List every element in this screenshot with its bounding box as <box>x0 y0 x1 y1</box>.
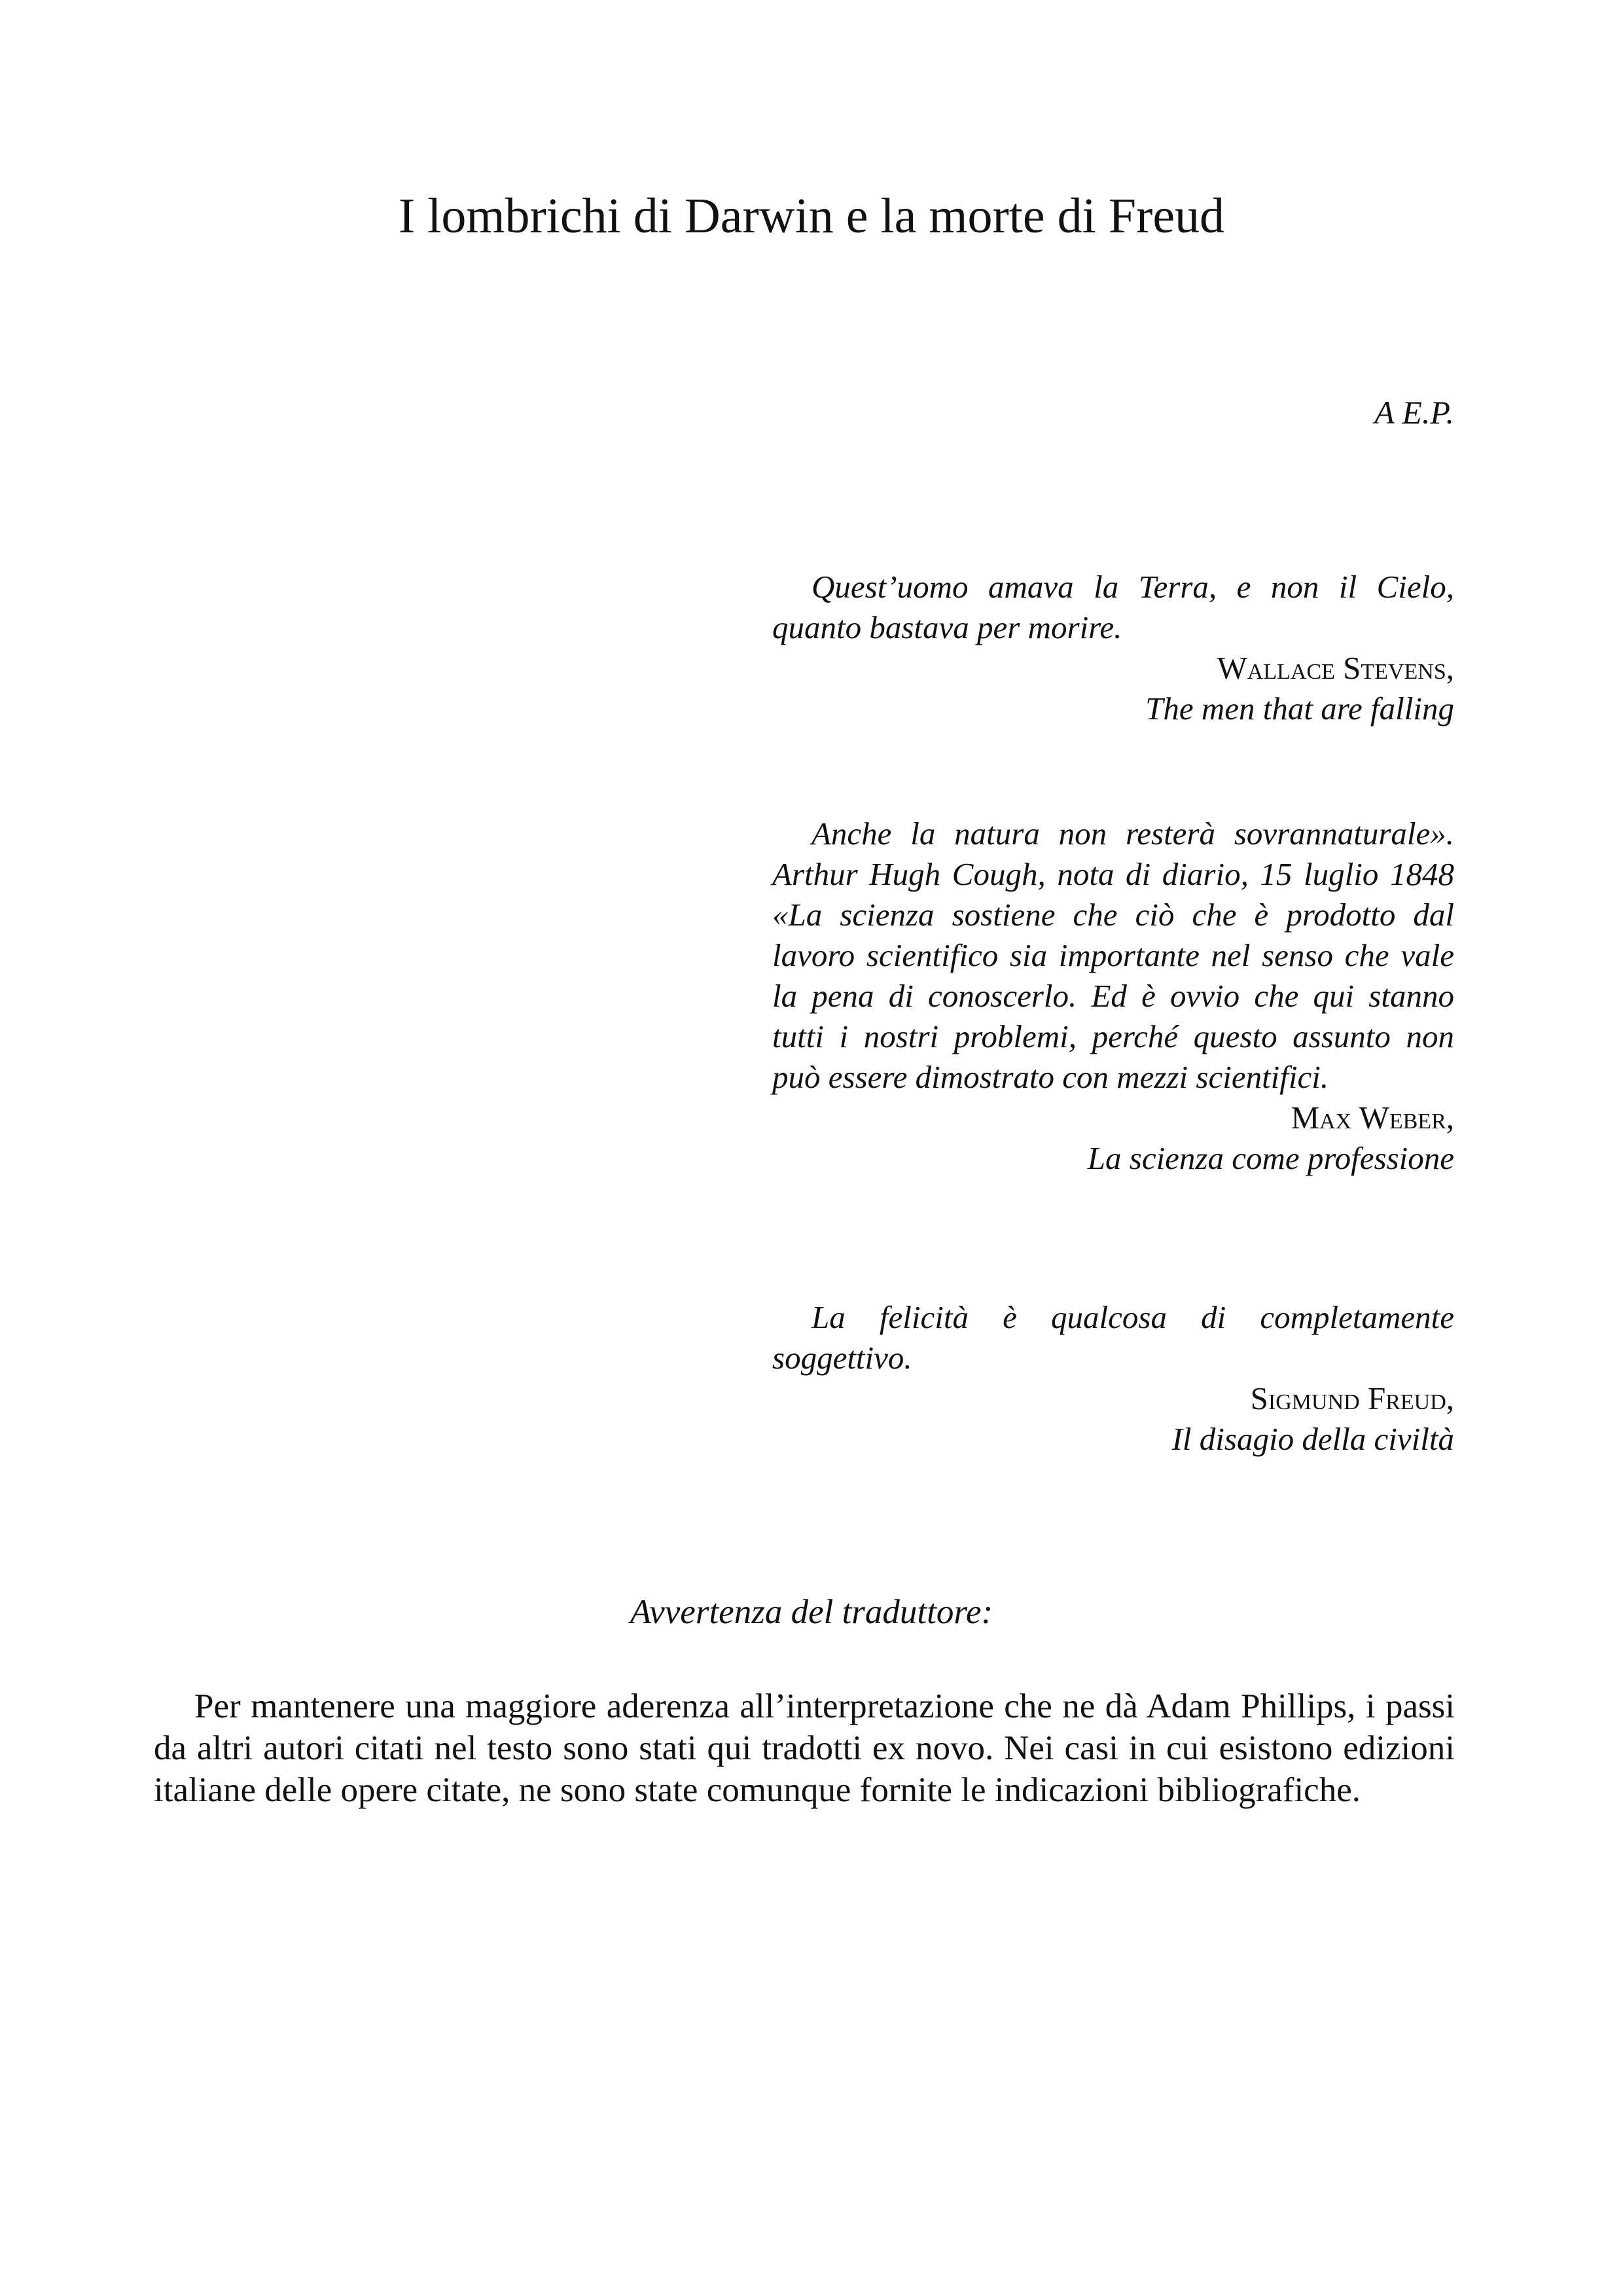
epigraph-work-line <box>772 689 1454 729</box>
epigraph-quote: Quest’uomo amava la Terra, e non il Cielo, quanto bastava per morire. <box>772 569 1454 645</box>
epigraph-work-line <box>772 1138 1454 1179</box>
epigraph <box>772 814 1454 1179</box>
dedication: A E.P. <box>1374 394 1454 431</box>
epigraph-work-line <box>772 1419 1454 1460</box>
page-title: I lombrichi di Darwin e la morte di Freud <box>398 188 1225 243</box>
epigraph-work: Il disagio della civiltà <box>1171 1421 1454 1457</box>
epigraph-work: The men that are falling <box>1145 691 1454 726</box>
epigraph <box>772 567 1454 729</box>
epigraph-author: Sigmund Freud, <box>1250 1380 1454 1416</box>
translator-note-text: Per mantenere una maggiore aderenza all’interpretazione che ne dà Adam Phillips, i passi da altri autori citati nel testo sono stati qui tradotti ex novo. Nei casi in cui esistono edizioni italiane delle opere citate, ne sono state comunque fornite le indicazioni bibliografiche. <box>154 1687 1455 1809</box>
translator-note-heading: Avvertenza del traduttore: <box>630 1593 993 1631</box>
epigraph-author: Wallace Stevens, <box>1217 650 1454 686</box>
epigraph-author: Max Weber, <box>1291 1100 1454 1136</box>
epigraph-author-line <box>772 1378 1454 1419</box>
epigraph-work: La scienza come professione <box>1087 1140 1454 1176</box>
epigraph-quote: Anche la natura non resterà sovrannaturale». Arthur Hugh Cough, nota di diario, 15 luglio 1848 «La scienza sostiene che ciò che è prodotto dal lavoro scientifico sia importante nel senso che vale la pena di conoscerlo. Ed è ovvio che qui stanno tutti i nostri problemi, perché questo assunto non può essere dimostrato con mezzi scientifici. <box>772 816 1454 1095</box>
epigraph-author-line <box>772 648 1454 689</box>
epigraph-author-line <box>772 1098 1454 1138</box>
epigraph <box>772 1297 1454 1460</box>
epigraph-quote: La felicità è qualcosa di completamente soggettivo. <box>772 1299 1454 1376</box>
